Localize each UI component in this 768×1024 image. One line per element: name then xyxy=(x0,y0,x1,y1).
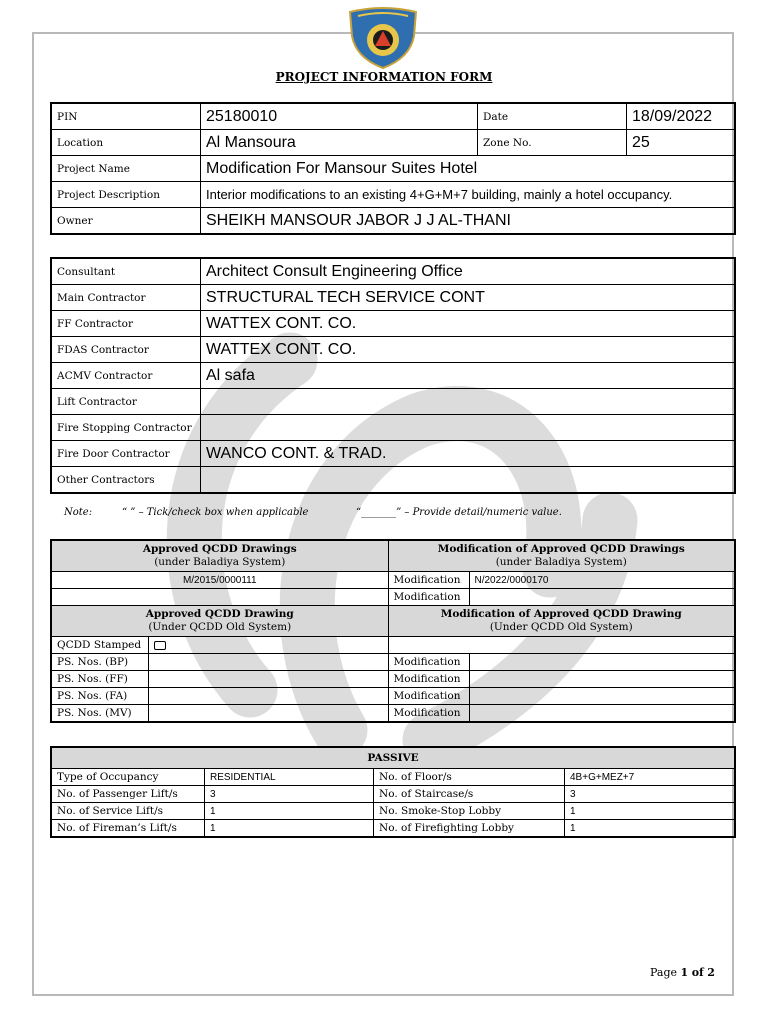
note-detail: “_______” – Provide detail/numeric value. xyxy=(356,507,562,518)
passive-label: No. of Service Lift/s xyxy=(51,803,205,820)
ps-fa-label: PS. Nos. (FA) xyxy=(51,688,149,705)
ps-mv-value[interactable] xyxy=(149,705,389,723)
zone-value[interactable]: 25 xyxy=(627,130,736,156)
ps-ff-value[interactable] xyxy=(149,671,389,688)
modification-qcdd-subtitle: (under Baladiya System) xyxy=(495,556,627,568)
table-row xyxy=(51,654,735,671)
note-tick: “ ” – Tick/check box when applicable xyxy=(122,507,309,518)
page-total: 2 xyxy=(707,966,715,979)
table-row xyxy=(51,258,735,285)
passive-value[interactable]: 1 xyxy=(565,820,736,838)
ps-bp-label: PS. Nos. (BP) xyxy=(51,654,149,671)
table-row xyxy=(51,363,735,389)
project-info-table xyxy=(50,102,736,235)
passive-value[interactable]: 1 xyxy=(205,820,374,838)
table-row xyxy=(51,156,735,182)
form-title: PROJECT INFORMATION FORM xyxy=(275,70,493,84)
passive-value[interactable]: 3 xyxy=(205,786,374,803)
ps-fa-value[interactable] xyxy=(149,688,389,705)
contractors-table xyxy=(50,257,736,494)
project-name-label: Project Name xyxy=(51,156,201,182)
table-row xyxy=(51,637,735,654)
passive-label: No. of Fireman’s Lift/s xyxy=(51,820,205,838)
table-row xyxy=(51,606,735,637)
main-contractor-label: Main Contractor xyxy=(51,285,201,311)
ps-fa-modification-value[interactable] xyxy=(469,688,735,705)
approved-qcdd-header xyxy=(51,540,388,572)
old-approved-subtitle: (Under QCDD Old System) xyxy=(148,621,292,633)
qcdd-stamped-empty xyxy=(388,637,735,654)
table-row xyxy=(51,688,735,705)
location-value[interactable]: Al Mansoura xyxy=(201,130,478,156)
date-label: Date xyxy=(478,103,627,130)
passive-label: Type of Occupancy xyxy=(51,769,205,786)
approved-drawing-number[interactable]: M/2015/0000111 xyxy=(51,572,388,589)
table-row xyxy=(51,389,735,415)
old-modification-subtitle: (Under QCDD Old System) xyxy=(489,621,633,633)
table-row xyxy=(51,182,735,208)
passive-label: No. of Staircase/s xyxy=(374,786,565,803)
modification-label: Modification xyxy=(388,705,469,723)
pin-value[interactable]: 25180010 xyxy=(201,103,478,130)
page-of-word: of xyxy=(691,966,704,979)
pin-label: PIN xyxy=(51,103,201,130)
old-modification-title: Modification of Approved QCDD Drawing xyxy=(440,608,682,620)
owner-value[interactable]: SHEIKH MANSOUR JABOR J J AL-THANI xyxy=(201,208,736,235)
note-label: Note: xyxy=(64,507,93,518)
civil-defense-logo xyxy=(344,6,422,70)
project-name-value[interactable]: Modification For Mansour Suites Hotel xyxy=(201,156,736,182)
page-number xyxy=(650,966,715,979)
old-approved-header xyxy=(51,606,388,637)
fdas-contractor-label: FDAS Contractor xyxy=(51,337,201,363)
passive-label: No. Smoke-Stop Lobby xyxy=(374,803,565,820)
acmv-contractor-value[interactable]: Al safa xyxy=(201,363,736,389)
date-value[interactable]: 18/09/2022 xyxy=(627,103,736,130)
page-word: Page xyxy=(650,966,678,979)
table-row xyxy=(51,285,735,311)
passive-table xyxy=(50,746,736,838)
modification-label: Modification xyxy=(388,671,469,688)
fire-door-contractor-label: Fire Door Contractor xyxy=(51,441,201,467)
modification-drawing-empty[interactable] xyxy=(469,589,735,606)
modification-label: Modification xyxy=(388,572,469,589)
qcdd-drawings-table xyxy=(50,539,736,723)
table-row xyxy=(51,786,735,803)
ps-mv-modification-value[interactable] xyxy=(469,705,735,723)
ps-bp-modification-value[interactable] xyxy=(469,654,735,671)
passive-header: PASSIVE xyxy=(51,747,735,769)
location-label: Location xyxy=(51,130,201,156)
old-modification-header xyxy=(388,606,735,637)
table-row xyxy=(51,803,735,820)
fire-stopping-contractor-label: Fire Stopping Contractor xyxy=(51,415,201,441)
passive-value[interactable]: 1 xyxy=(565,803,736,820)
page-current: 1 xyxy=(680,966,689,979)
qcdd-stamped-label: QCDD Stamped xyxy=(51,637,149,654)
project-description-value[interactable]: Interior modifications to an existing 4+G+M+7 building, mainly a hotel occupancy. xyxy=(201,182,736,208)
passive-label: No. of Firefighting Lobby xyxy=(374,820,565,838)
consultant-value[interactable]: Architect Consult Engineering Office xyxy=(201,258,736,285)
approved-qcdd-title: Approved QCDD Drawings xyxy=(142,543,297,555)
table-row xyxy=(51,747,735,769)
table-row xyxy=(51,705,735,723)
modification-label: Modification xyxy=(388,589,469,606)
ps-bp-value[interactable] xyxy=(149,654,389,671)
fire-door-contractor-value[interactable]: WANCO CONT. & TRAD. xyxy=(201,441,736,467)
fire-stopping-contractor-value[interactable] xyxy=(201,415,736,441)
qcdd-stamped-checkbox[interactable] xyxy=(154,641,166,650)
table-row xyxy=(51,208,735,235)
fdas-contractor-value[interactable]: WATTEX CONT. CO. xyxy=(201,337,736,363)
qcdd-stamped-cell xyxy=(149,637,389,654)
table-row xyxy=(51,311,735,337)
approved-qcdd-subtitle: (under Baladiya System) xyxy=(154,556,286,568)
modification-label: Modification xyxy=(388,654,469,671)
modification-drawing-number[interactable]: N/2022/0000170 xyxy=(469,572,735,589)
consultant-label: Consultant xyxy=(51,258,201,285)
passive-label: No. of Floor/s xyxy=(374,769,565,786)
main-contractor-value[interactable]: STRUCTURAL TECH SERVICE CONT xyxy=(201,285,736,311)
zone-label: Zone No. xyxy=(478,130,627,156)
project-description-label: Project Description xyxy=(51,182,201,208)
other-contractors-label: Other Contractors xyxy=(51,467,201,494)
passive-value[interactable]: 3 xyxy=(565,786,736,803)
table-row xyxy=(51,467,735,494)
passive-value[interactable]: RESIDENTIAL xyxy=(205,769,374,786)
table-row xyxy=(51,130,735,156)
passive-label: No. of Passenger Lift/s xyxy=(51,786,205,803)
modification-qcdd-title: Modification of Approved QCDD Drawings xyxy=(437,543,685,555)
table-row xyxy=(51,589,735,606)
passive-value[interactable]: 4B+G+MEZ+7 xyxy=(565,769,736,786)
passive-value[interactable]: 1 xyxy=(205,803,374,820)
table-row xyxy=(51,820,735,838)
ps-ff-label: PS. Nos. (FF) xyxy=(51,671,149,688)
lift-contractor-label: Lift Contractor xyxy=(51,389,201,415)
table-row xyxy=(51,769,735,786)
modification-qcdd-header xyxy=(388,540,735,572)
approved-drawing-empty[interactable] xyxy=(51,589,388,606)
table-row xyxy=(51,415,735,441)
table-row xyxy=(51,103,735,130)
table-row xyxy=(51,671,735,688)
old-approved-title: Approved QCDD Drawing xyxy=(145,608,294,620)
table-row xyxy=(51,572,735,589)
ps-mv-label: PS. Nos. (MV) xyxy=(51,705,149,723)
acmv-contractor-label: ACMV Contractor xyxy=(51,363,201,389)
table-row xyxy=(51,337,735,363)
table-row xyxy=(51,441,735,467)
ps-ff-modification-value[interactable] xyxy=(469,671,735,688)
owner-label: Owner xyxy=(51,208,201,235)
modification-label: Modification xyxy=(388,688,469,705)
other-contractors-value[interactable] xyxy=(201,467,736,494)
lift-contractor-value[interactable] xyxy=(201,389,736,415)
ff-contractor-label: FF Contractor xyxy=(51,311,201,337)
ff-contractor-value[interactable]: WATTEX CONT. CO. xyxy=(201,311,736,337)
table-row xyxy=(51,540,735,572)
